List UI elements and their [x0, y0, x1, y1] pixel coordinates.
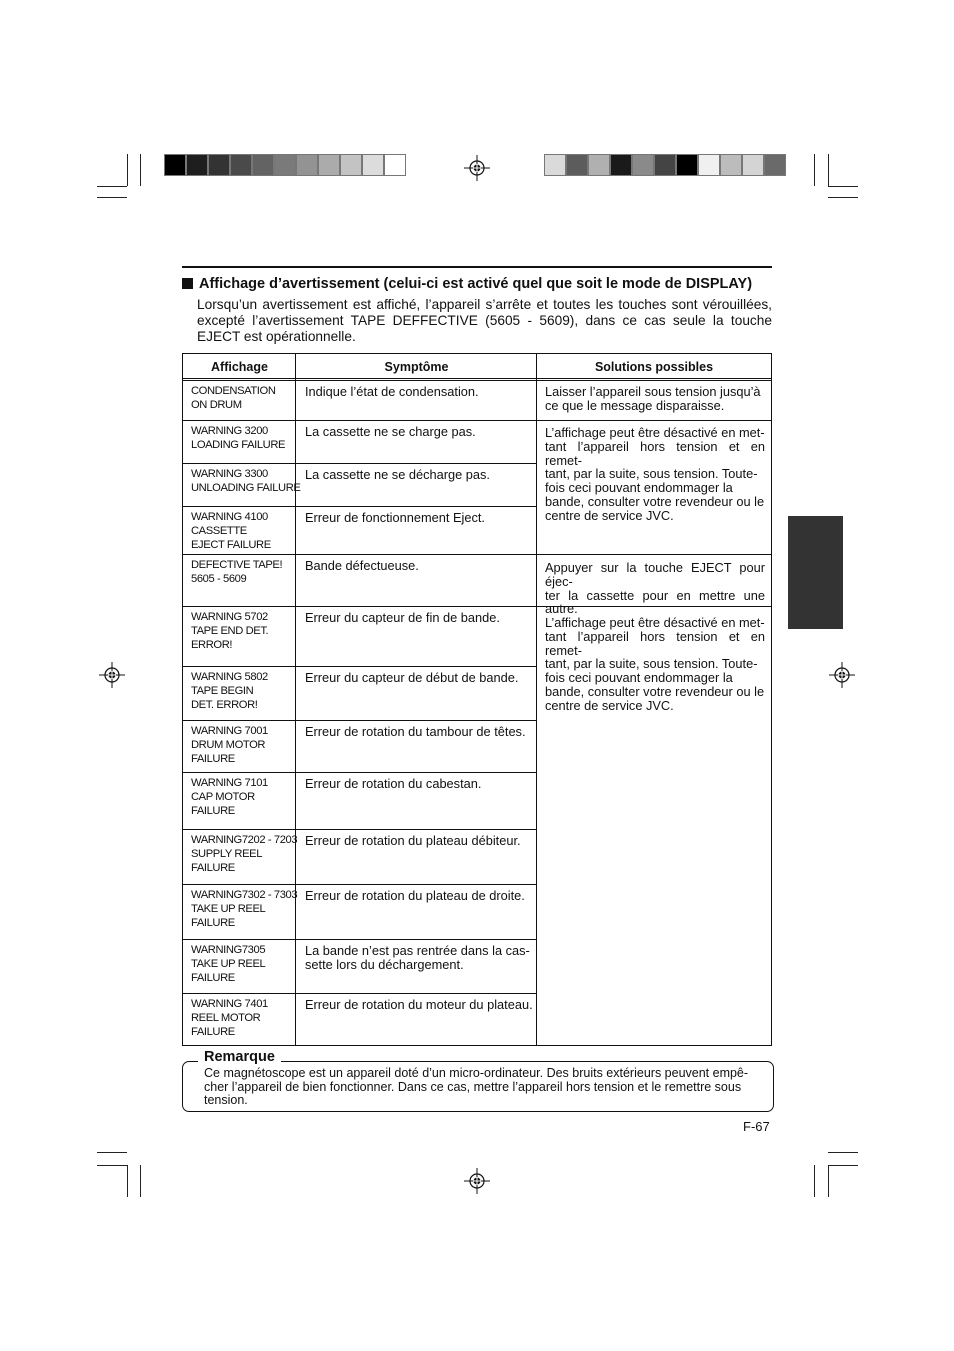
section-rule — [182, 266, 772, 268]
crop-mark — [97, 1152, 127, 1153]
warning-code: CONDENSATION ON DRUM — [191, 385, 276, 411]
crop-mark — [140, 1165, 141, 1197]
warning-code: DEFECTIVE TAPE! 5605 - 5609 — [191, 559, 283, 585]
symptom-text: Erreur de rotation du moteur du plateau. — [305, 997, 533, 1012]
crop-mark — [814, 154, 815, 186]
color-swatch — [588, 154, 610, 176]
crop-mark — [814, 1165, 815, 1197]
crop-mark — [97, 1165, 127, 1166]
remark-title: Remarque — [198, 1049, 281, 1065]
color-swatch — [384, 154, 406, 176]
column-header-solution: Solutions possibles — [594, 360, 714, 374]
column-divider — [536, 354, 537, 1045]
color-swatch — [720, 154, 742, 176]
row-divider — [183, 720, 536, 721]
symptom-text: Erreur de fonctionnement Eject. — [305, 510, 485, 525]
color-swatch — [318, 154, 340, 176]
color-swatch — [632, 154, 654, 176]
warning-code: WARNING 3300 UNLOADING FAILURE — [191, 468, 301, 494]
crop-mark — [140, 154, 141, 186]
color-swatch — [764, 154, 786, 176]
registration-mark-icon — [464, 1168, 490, 1194]
row-divider — [183, 506, 536, 507]
color-bar-left — [164, 154, 406, 176]
symptom-text: La cassette ne se charge pas. — [305, 424, 476, 439]
warning-code: WARNING 4100 CASSETTE EJECT FAILURE — [191, 511, 271, 551]
symptom-text: Erreur du capteur de fin de bande. — [305, 610, 500, 625]
crop-mark — [828, 1165, 829, 1197]
warning-code: WARNING 7401 REEL MOTOR FAILURE — [191, 998, 268, 1038]
color-swatch — [362, 154, 384, 176]
crop-mark — [127, 154, 128, 186]
warning-code: WARNING 5802 TAPE BEGIN DET. ERROR! — [191, 671, 268, 711]
intro-paragraph: Lorsqu’un avertissement est affiché, l’appareil s’arrête et toutes les touches sont vérouillées, excepté l’avertissement TAPE DEFFECTIVE (5605 - 5609), dans ce cas seule la touche EJECT est opérationnelle. — [197, 297, 772, 344]
header-rule — [183, 378, 771, 379]
warning-code: WARNING7302 - 7303 TAKE UP REEL FAILURE — [191, 889, 298, 929]
symptom-text: Erreur de rotation du plateau débiteur. — [305, 833, 521, 848]
column-header-symptom: Symptôme — [384, 360, 449, 374]
warning-code: WARNING 3200 LOADING FAILURE — [191, 425, 286, 451]
color-swatch — [164, 154, 186, 176]
registration-mark-icon — [829, 662, 855, 688]
row-divider — [183, 463, 536, 464]
row-divider — [183, 939, 536, 940]
color-swatch — [274, 154, 296, 176]
remark-text: Ce magnétoscope est un appareil doté d’un micro-ordinateur. Des bruits extérieurs peuvent empê- cher l’appareil de bien fonctionner. Dans ce cas, mettre l’appareil hors tension et le remettre sous tension. — [204, 1066, 749, 1107]
symptom-text: Indique l’état de condensation. — [305, 384, 479, 399]
crop-mark — [828, 1165, 858, 1166]
column-divider — [295, 354, 296, 1045]
warning-table — [182, 353, 772, 1046]
color-swatch — [566, 154, 588, 176]
warning-code: WARNING7305 TAKE UP REEL FAILURE — [191, 944, 266, 984]
row-divider — [183, 884, 536, 885]
color-swatch — [186, 154, 208, 176]
color-swatch — [654, 154, 676, 176]
section-heading-text: Affichage d’avertissement (celui-ci est activé quel que soit le mode de DISPLAY) — [199, 276, 753, 292]
row-divider — [183, 772, 536, 773]
crop-mark — [97, 186, 127, 187]
row-divider — [183, 829, 536, 830]
color-swatch — [340, 154, 362, 176]
column-header-display: Affichage — [211, 360, 268, 374]
color-swatch — [698, 154, 720, 176]
crop-mark — [828, 197, 858, 198]
square-bullet-icon — [182, 278, 193, 289]
section-side-tab — [788, 516, 843, 629]
solution-text: L’affichage peut être désactivé en met- tant l’appareil hors tension et en remet- tant, par la suite, sous tension. Toute- fois ceci pouvant endommager la bande, consulter votre revendeur ou le centre de service JVC. — [545, 615, 765, 713]
section-heading — [182, 276, 752, 292]
symptom-text: La bande n’est pas rentrée dans la cas- sette lors du déchargement. — [305, 943, 530, 972]
header-rule — [183, 380, 771, 381]
color-swatch — [230, 154, 252, 176]
symptom-text: Erreur de rotation du tambour de têtes. — [305, 724, 526, 739]
solution-text: Laisser l’appareil sous tension jusqu’à ce que le message disparaisse. — [545, 384, 761, 413]
row-divider — [183, 993, 536, 994]
warning-code: WARNING7202 - 7203 SUPPLY REEL FAILURE — [191, 834, 298, 874]
warning-code: WARNING 7101 CAP MOTOR FAILURE — [191, 777, 268, 817]
color-swatch — [676, 154, 698, 176]
color-swatch — [252, 154, 274, 176]
symptom-text: Erreur du capteur de début de bande. — [305, 670, 519, 685]
symptom-text: Erreur de rotation du cabestan. — [305, 776, 482, 791]
warning-code: WARNING 7001 DRUM MOTOR FAILURE — [191, 725, 268, 765]
warning-code: WARNING 5702 TAPE END DET. ERROR! — [191, 611, 269, 651]
crop-mark — [127, 1165, 128, 1197]
color-swatch — [208, 154, 230, 176]
solution-text: L’affichage peut être désactivé en met- tant l’appareil hors tension et en remet- tant, par la suite, sous tension. Toute- fois ceci pouvant endommager la bande, consulter votre revendeur ou le centre de service JVC. — [545, 425, 765, 523]
color-swatch — [296, 154, 318, 176]
page-number: F-67 — [743, 1119, 770, 1134]
crop-mark — [828, 186, 858, 187]
symptom-text: Erreur de rotation du plateau de droite. — [305, 888, 525, 903]
symptom-text: Bande défectueuse. — [305, 558, 419, 573]
row-divider — [183, 666, 536, 667]
registration-mark-icon — [464, 155, 490, 181]
row-divider — [183, 554, 771, 555]
registration-mark-icon — [99, 662, 125, 688]
crop-mark — [97, 197, 127, 198]
color-swatch — [610, 154, 632, 176]
crop-mark — [828, 154, 829, 186]
symptom-text: La cassette ne se décharge pas. — [305, 467, 490, 482]
crop-mark — [828, 1152, 858, 1153]
color-swatch — [544, 154, 566, 176]
solution-text: Appuyer sur la touche EJECT pour éjec- ter la cassette pour en mettre une autre. — [545, 560, 765, 617]
color-swatch — [742, 154, 764, 176]
row-divider — [183, 420, 771, 421]
color-bar-right — [544, 154, 786, 176]
